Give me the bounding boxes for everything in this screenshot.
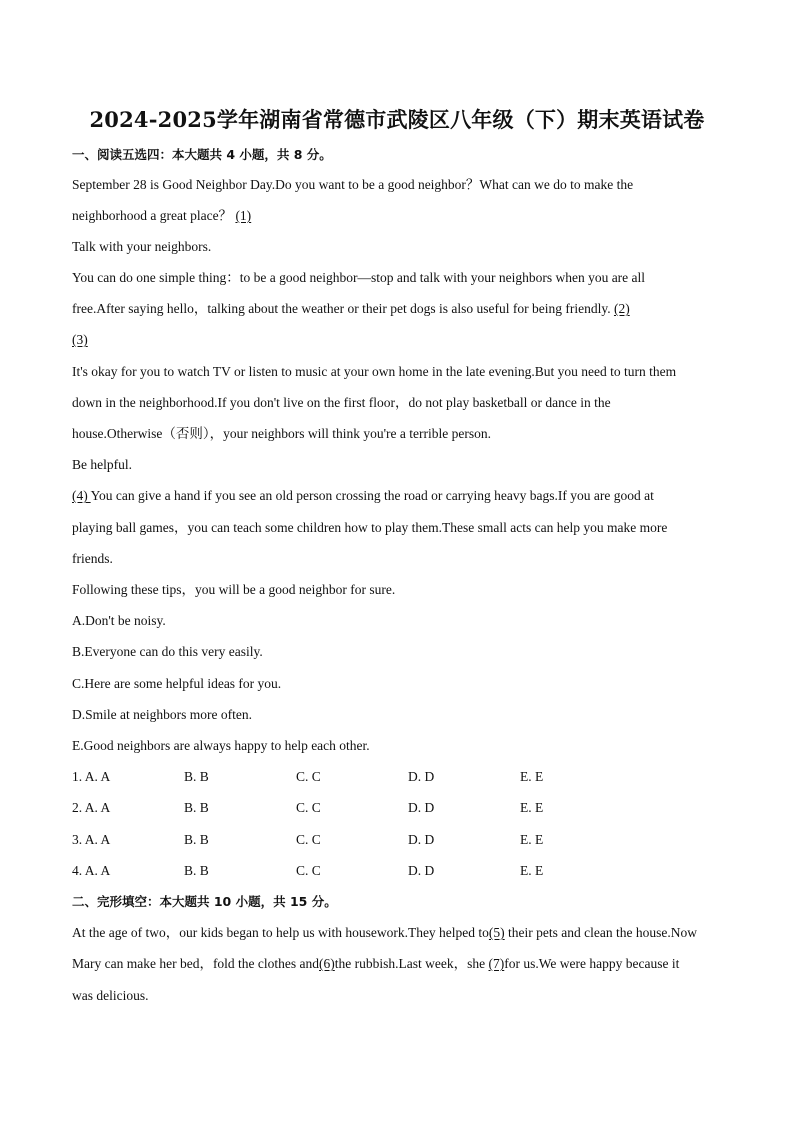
passage-line: You can do one simple thing：to be a good neighbor—stop and talk with your neighbors when you are all	[72, 270, 646, 285]
choice-b[interactable]: B. B	[184, 832, 209, 847]
passage-text: free.After saying hello，talking about the weather or their pet dogs is also useful for being friendly.	[72, 301, 614, 316]
passage-line: house.Otherwise（否则），your neighbors will think you're a terrible person.	[72, 426, 491, 441]
option-e: E.Good neighbors are always happy to help each other.	[72, 738, 370, 753]
passage-line	[72, 331, 732, 349]
choice-c[interactable]: C. C	[296, 832, 321, 847]
choice-d[interactable]: D. D	[408, 863, 435, 878]
blank-4: (4)	[72, 488, 91, 503]
passage-line: friends.	[72, 551, 113, 566]
passage-text: for us.We were happy because it	[504, 956, 680, 971]
passage-line: Talk with your neighbors.	[72, 239, 212, 254]
passage-text: the rubbish.Last week，she	[334, 956, 489, 971]
blank-3: (3)	[72, 332, 88, 347]
passage-text: their pets and clean the house.Now	[504, 925, 697, 940]
choice-e[interactable]: E. E	[520, 832, 544, 847]
option-d: D.Smile at neighbors more often.	[72, 707, 252, 722]
choice-c[interactable]: C. C	[296, 800, 321, 815]
choice-b[interactable]: B. B	[184, 800, 209, 815]
section2-heading: 二、完形填空：本大题共 10 小题，共 15 分。	[72, 894, 337, 909]
section1-heading: 一、阅读五选四：本大题共 4 小题，共 8 分。	[72, 147, 332, 162]
passage-line	[72, 924, 732, 942]
passage-text: You can give a hand if you see an old person crossing the road or carrying heavy bags.If you are good at	[90, 488, 654, 503]
passage-text: neighborhood a great place？	[72, 208, 233, 223]
passage-line: September 28 is Good Neighbor Day.Do you want to be a good neighbor？What can we do to make the	[72, 177, 634, 192]
choice-b[interactable]: B. B	[184, 769, 209, 784]
choice-b[interactable]: B. B	[184, 863, 209, 878]
passage-text: At the age of two，our kids began to help us with housework.They helped to	[72, 925, 489, 940]
option-c: C.Here are some helpful ideas for you.	[72, 676, 282, 691]
passage-line: Following these tips，you will be a good neighbor for sure.	[72, 582, 396, 597]
choice-e[interactable]: E. E	[520, 769, 544, 784]
choice-d[interactable]: D. D	[408, 800, 435, 815]
choice-d[interactable]: D. D	[408, 769, 435, 784]
passage-line: was delicious.	[72, 988, 149, 1003]
exam-title: 2024-2025学年湖南省常德市武陵区八年级（下）期末英语试卷	[89, 107, 705, 132]
blank-1: (1)	[235, 208, 252, 223]
choice-e[interactable]: E. E	[520, 800, 544, 815]
blank-5: (5)	[488, 925, 505, 940]
passage-text: Mary can make her bed，fold the clothes and	[72, 956, 320, 971]
choice-c[interactable]: C. C	[296, 769, 321, 784]
choice-e[interactable]: E. E	[520, 863, 544, 878]
passage-line: down in the neighborhood.If you don't live on the first floor，do not play basketball or dance in the	[72, 395, 611, 410]
choice-d[interactable]: D. D	[408, 832, 435, 847]
passage-line	[72, 300, 732, 318]
passage-line: playing ball games，you can teach some children how to play them.These small acts can help you make more	[72, 520, 668, 535]
choice-a[interactable]: 4. A. A	[72, 863, 111, 878]
option-a: A.Don't be noisy.	[72, 613, 166, 628]
choice-a[interactable]: 1. A. A	[72, 769, 111, 784]
passage-line	[72, 207, 732, 225]
passage-line: It's okay for you to watch TV or listen to music at your own home in the late evening.But you need to turn them	[72, 364, 677, 379]
blank-7: (7)	[488, 956, 505, 971]
passage-line: Be helpful.	[72, 457, 132, 472]
choice-a[interactable]: 2. A. A	[72, 800, 111, 815]
passage-line	[72, 955, 732, 973]
option-b: B.Everyone can do this very easily.	[72, 644, 263, 659]
blank-2: (2)	[613, 301, 630, 316]
choice-a[interactable]: 3. A. A	[72, 832, 111, 847]
blank-6: (6)	[319, 956, 335, 971]
choice-c[interactable]: C. C	[296, 863, 321, 878]
passage-line	[72, 487, 732, 505]
